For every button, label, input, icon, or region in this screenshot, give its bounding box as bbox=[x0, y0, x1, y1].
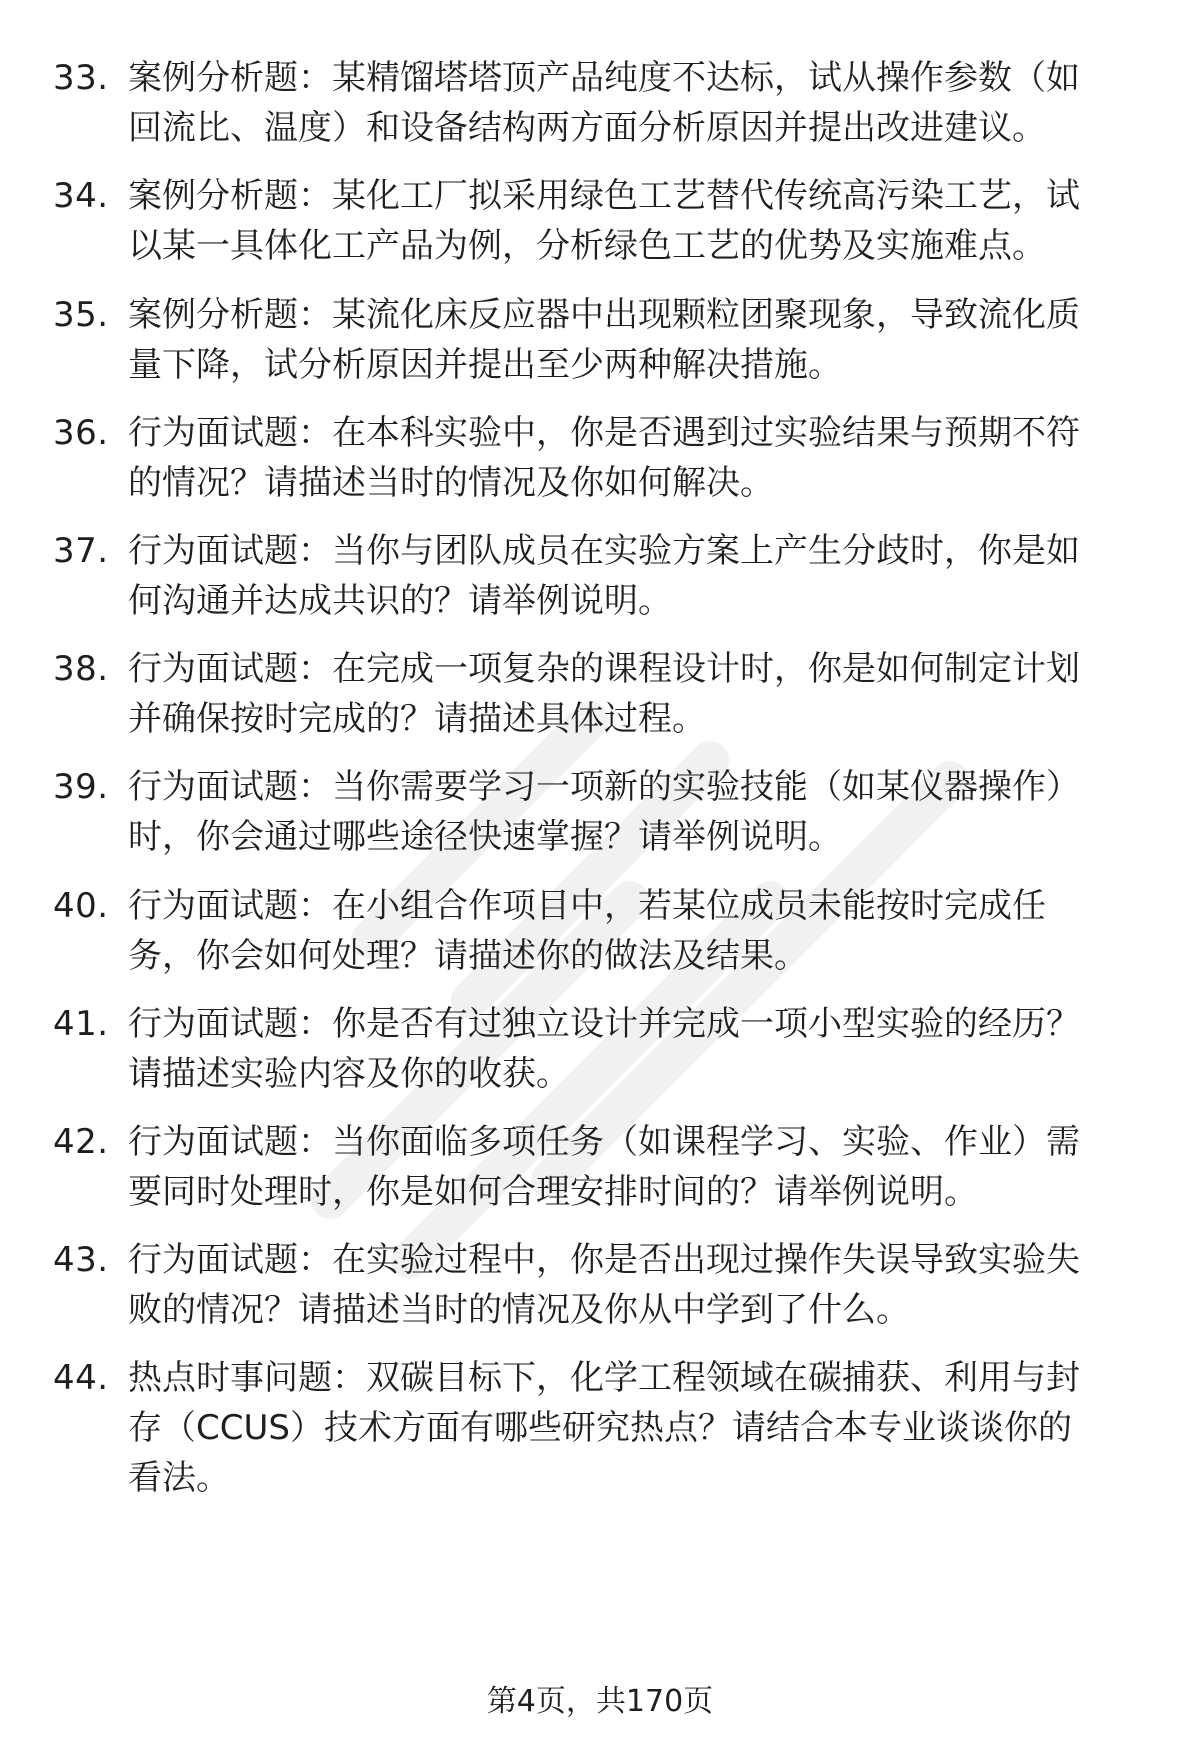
question-number: 43. bbox=[53, 1240, 109, 1280]
question-text-line: 并确保按时完成的？请描述具体过程。 bbox=[128, 699, 706, 739]
question-text-line: 行为面试题：当你面临多项任务（如课程学习、实验、作业）需 bbox=[128, 1122, 1080, 1162]
question-text-line: 案例分析题：某精馏塔塔顶产品纯度不达标，试从操作参数（如 bbox=[128, 58, 1080, 98]
question-text-line: 行为面试题：当你与团队成员在实验方案上产生分歧时，你是如 bbox=[128, 531, 1080, 571]
question-text-line: 热点时事问题：双碳目标下，化学工程领域在碳捕获、利用与封 bbox=[128, 1358, 1080, 1398]
question-text-line: 案例分析题：某化工厂拟采用绿色工艺替代传统高污染工艺，试 bbox=[128, 176, 1080, 216]
question-number: 41. bbox=[53, 1004, 109, 1044]
page-number-label: 第4页，共170页 bbox=[486, 1684, 714, 1719]
question-text-line: 以某一具体化工产品为例，分析绿色工艺的优势及实施难点。 bbox=[128, 226, 1046, 266]
question-text-line: 行为面试题：在本科实验中，你是否遇到过实验结果与预期不符 bbox=[128, 413, 1080, 453]
question-text-line: 时，你会通过哪些途径快速掌握？请举例说明。 bbox=[128, 817, 842, 857]
question-number: 33. bbox=[53, 58, 109, 98]
question-text-line: 要同时处理时，你是如何合理安排时间的？请举例说明。 bbox=[128, 1172, 978, 1212]
question-number: 44. bbox=[53, 1358, 109, 1398]
question-text-line: 存（CCUS）技术方面有哪些研究热点？请结合本专业谈谈你的 bbox=[128, 1408, 1072, 1448]
question-text-line: 行为面试题：在实验过程中，你是否出现过操作失误导致实验失 bbox=[128, 1240, 1080, 1280]
question-text-line: 的情况？请描述当时的情况及你如何解决。 bbox=[128, 463, 774, 503]
question-number: 37. bbox=[53, 531, 109, 571]
question-number: 40. bbox=[53, 886, 109, 926]
question-item bbox=[0, 999, 1200, 1099]
question-item bbox=[0, 762, 1200, 862]
question-number: 35. bbox=[53, 295, 109, 335]
question-text-line: 务，你会如何处理？请描述你的做法及结果。 bbox=[128, 936, 808, 976]
question-text-line: 案例分析题：某流化床反应器中出现颗粒团聚现象，导致流化质 bbox=[128, 295, 1080, 335]
question-item bbox=[0, 290, 1200, 390]
question-text-line: 败的情况？请描述当时的情况及你从中学到了什么。 bbox=[128, 1290, 910, 1330]
question-text-line: 量下降，试分析原因并提出至少两种解决措施。 bbox=[128, 345, 842, 385]
question-text-line: 行为面试题：你是否有过独立设计并完成一项小型实验的经历？ bbox=[128, 1004, 1080, 1044]
question-item bbox=[0, 644, 1200, 744]
question-item bbox=[0, 1235, 1200, 1335]
page-footer bbox=[0, 1680, 1200, 1724]
question-item bbox=[0, 171, 1200, 271]
question-text-line: 看法。 bbox=[128, 1458, 230, 1498]
question-text-line: 行为面试题：在完成一项复杂的课程设计时，你是如何制定计划 bbox=[128, 649, 1080, 689]
question-item bbox=[0, 408, 1200, 508]
question-text-line: 何沟通并达成共识的？请举例说明。 bbox=[128, 581, 672, 621]
question-text-line: 行为面试题：在小组合作项目中，若某位成员未能按时完成任 bbox=[128, 886, 1046, 926]
question-text-line: 行为面试题：当你需要学习一项新的实验技能（如某仪器操作） bbox=[128, 767, 1080, 807]
question-text-line: 请描述实验内容及你的收获。 bbox=[128, 1054, 570, 1094]
question-item bbox=[0, 1117, 1200, 1217]
question-number: 34. bbox=[53, 176, 109, 216]
question-number: 38. bbox=[53, 649, 109, 689]
question-number: 42. bbox=[53, 1122, 109, 1162]
question-item bbox=[0, 53, 1200, 153]
question-number: 36. bbox=[53, 413, 109, 453]
question-number: 39. bbox=[53, 767, 109, 807]
question-text-line: 回流比、温度）和设备结构两方面分析原因并提出改进建议。 bbox=[128, 108, 1046, 148]
question-item bbox=[0, 881, 1200, 981]
question-item bbox=[0, 1353, 1200, 1503]
question-item bbox=[0, 526, 1200, 626]
